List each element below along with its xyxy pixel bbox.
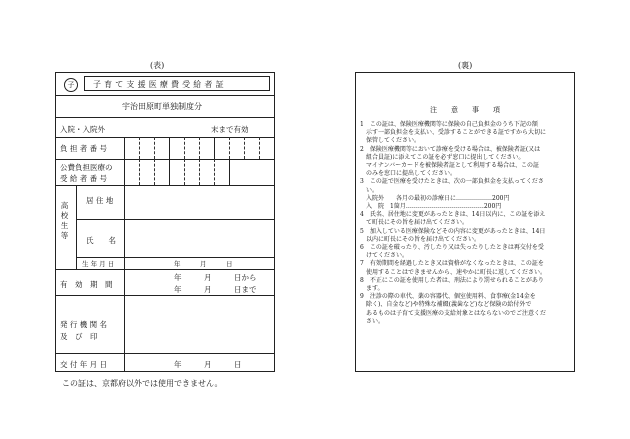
public-recipient-label-2: 受 給 者 番 号 [60,174,108,183]
address-label: 居 住 地 [86,196,114,205]
note-line: 入院外 各月の最初の診療日に………………200円 [360,194,510,202]
note-line: て町長にその旨を届け出てください。 [360,219,469,227]
note-line: 9 注診の際の車代、薬の容器代、個室使用料、食事療(金14金を [360,293,536,301]
note-line: い。 [360,186,379,194]
note-line: マイナンバーカードを被保険者証として利用する場合は、この証 [360,162,540,170]
note-line: 6 この証を破ったり、汚したり又は失ったりしたときは再交付を受 [360,244,544,252]
issue-date: 年 月 日 [174,360,242,369]
note-line: 3 この証で医療を受けたときは、次の一部負担金を支払ってくださ [360,178,544,186]
notes-list [360,121,572,326]
note-line: けてください。 [360,252,409,260]
note-line: 8 不正にこの証を使用した者は、刑法により罰せられることがあり [360,276,544,284]
validity-label: 有 効 期 間 [60,280,113,289]
front-card [55,72,275,372]
public-recipient-label-1: 公費負担医療の [60,163,113,172]
note-line: 以内に町長にその旨を届け出てください。 [360,235,481,243]
group-label: 高校生等 [60,201,69,240]
birth-label: 生 年 月 日 [82,260,115,268]
note-line: さい。 [360,317,385,325]
title-mark: 子 [64,78,78,92]
note-line: 使用することはできませんから、速やかに町長に返してください。 [360,268,547,276]
note-line: 7 有効期間を経過したとき又は資格がなくなったときは、この証を [360,260,544,268]
inout-label: 入院・入院外 [60,125,105,134]
card-title-frame [84,76,270,91]
validity-to: 年 月 日まで [174,285,257,294]
note-line: 組合員証)に添えてこの証を必ず窓口に提出してください。 [360,153,525,161]
note-line: 保管してください。 [360,137,421,145]
back-side-label: (裏) [458,61,473,70]
name-label: 氏 名 [86,236,116,245]
birth-date: 年 月 日 [174,260,233,268]
note-line: 2 保険医療機関等において診療を受ける場合は、被保険者証(又は [360,145,541,153]
card-subtitle: 宇治田原町単独制度分 [122,102,202,111]
payer-number-label: 負 担 者 番 号 [60,144,108,153]
card-title: 子 育 て 支 援 医 療 費 受 給 者 証 [93,80,224,89]
note-line: のみを窓口に提出してください。 [360,170,457,178]
note-line: あるものは子育て支援医療の支給対象とはならないのでご注意くだ [360,309,547,317]
note-line: 4 氏名、居住地に変更があったときは、14日以内に、この証を添え [360,211,546,219]
issuer-label-1: 発 行 機 関 名 [60,320,108,329]
note-line: 1 この証は、保険医療機関等に保険の自己負担金のうち下記の額 [360,121,538,128]
note-line: 除く)、自金など)や特殊な補綴(義歯など)など保険の給付外で [360,301,532,309]
note-line: 入 院 1箇月…………………………………200円 [360,203,502,211]
note-line: ます。 [360,285,384,293]
issue-date-label: 交 付 年 月 日 [60,360,108,369]
note-line: 5 加入している医療保険などその内容に変更があったときは、14日 [360,227,546,235]
note-line: 示す一部負担金を支払い、受診することができる証ですから大切に [360,129,547,137]
validity-from: 年 月 日から [174,273,257,282]
back-card [355,72,575,372]
notes-heading: 注 意 事 項 [430,106,500,114]
inout-value: 末まで有効 [211,125,249,134]
front-footer-note: この証は、京都府以外では使用できません。 [62,379,223,388]
issuer-label-2: 及 び 印 [60,332,98,341]
front-side-label: (表) [150,61,165,70]
